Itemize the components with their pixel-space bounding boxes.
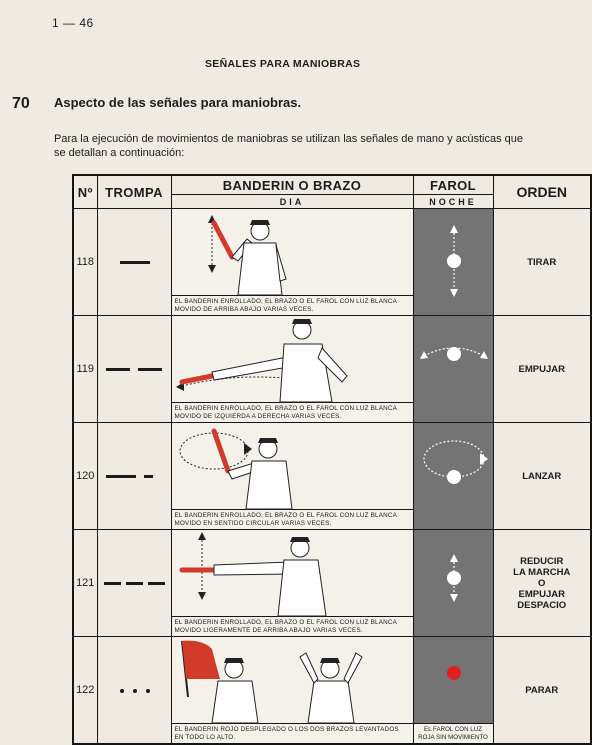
col-subheader-noche: NOCHE <box>413 195 493 209</box>
horn-signal-three-short <box>97 637 171 745</box>
col-header-banderin: BANDERIN O BRAZO <box>171 175 413 195</box>
night-signal-panel <box>413 423 493 530</box>
horn-signal-long-short <box>97 423 171 530</box>
page-number: 1 — 46 <box>52 16 94 30</box>
col-header-orden: ORDEN <box>493 175 591 209</box>
order-label: REDUCIR LA MARCHA O EMPUJAR DESPACIO <box>493 530 591 637</box>
horn-signal-two-long <box>97 316 171 423</box>
lamp-light <box>447 470 461 484</box>
table-row <box>73 423 591 510</box>
lamp-light <box>447 347 461 361</box>
day-signal-illustration <box>171 209 413 296</box>
lamp-white-circular <box>414 425 494 527</box>
col-subheader-dia: DIA <box>171 195 413 209</box>
signal-number: 119 <box>73 316 97 423</box>
lamp-red-steady <box>414 637 494 723</box>
order-label: EMPUJAR <box>493 316 591 423</box>
signal-figure-short-vertical <box>172 530 414 616</box>
col-header-trompa: TROMPA <box>97 175 171 209</box>
signal-figure-stop <box>172 637 414 723</box>
order-label: TIRAR <box>493 209 591 316</box>
signal-number: 122 <box>73 637 97 745</box>
order-label: LANZAR <box>493 423 591 530</box>
night-signal-panel <box>413 316 493 423</box>
signal-number: 120 <box>73 423 97 530</box>
signal-caption: EL BANDERIN ENROLLADO, EL BRAZO O EL FAROL CON LUZ BLANCA MOVIDO LIGERAMENTE DE ARRIBA ABAJO VARIAS VECES. <box>171 617 413 637</box>
lamp-light <box>447 571 461 585</box>
intro-paragraph: Para la ejecución de movimientos de maniobras se utilizan las señales de mano y acústicas que se detallan a continuación: <box>54 133 523 159</box>
signal-number: 121 <box>73 530 97 637</box>
red-flag-icon <box>182 641 220 679</box>
signal-caption: EL BANDERIN ENROLLADO, EL BRAZO O EL FAROL CON LUZ BLANCA MOVIDO EN SENTIDO CIRCULAR VARIAS VECES. <box>171 510 413 530</box>
signal-number: 118 <box>73 209 97 316</box>
signal-caption: EL BANDERIN ROJO DESPLEGADO O LOS DOS BRAZOS LEVANTADOS EN TODO LO ALTO. <box>171 724 413 745</box>
table-row <box>73 530 591 617</box>
lamp-light-red <box>447 666 461 680</box>
signal-figure-circular <box>172 423 414 509</box>
signal-caption: EL BANDERIN ENROLLADO, EL BRAZO O EL FAROL CON LUZ BLANCA MOVIDO DE IZQUIERDA A DERECHA VARIAS VECES. <box>171 403 413 423</box>
table-row <box>73 316 591 403</box>
section-number: 70 <box>12 95 30 112</box>
horn-signal-three-long <box>97 530 171 637</box>
night-signal-panel <box>413 637 493 724</box>
table-row <box>73 637 591 724</box>
night-signal-caption: EL FAROL CON LUZ ROJA SIN MOVIMIENTO <box>413 724 493 745</box>
lamp-white-vertical <box>414 211 494 313</box>
section-header: SEÑALES PARA MANIOBRAS <box>205 58 361 70</box>
day-signal-illustration <box>171 637 413 724</box>
lamp-white-horizontal <box>414 318 494 420</box>
signal-figure-vertical <box>172 209 414 295</box>
night-signal-panel <box>413 530 493 637</box>
night-signal-panel <box>413 209 493 316</box>
signals-table <box>72 174 592 745</box>
order-label: PARAR <box>493 637 591 745</box>
day-signal-illustration <box>171 423 413 510</box>
table-row <box>73 209 591 296</box>
lamp-white-short-vertical <box>414 532 494 634</box>
col-header-farol: FAROL <box>413 175 493 195</box>
horn-signal-long <box>97 209 171 316</box>
lamp-light <box>447 254 461 268</box>
section-title: Aspecto de las señales para maniobras. <box>54 95 302 110</box>
day-signal-illustration <box>171 530 413 617</box>
signal-caption: EL BANDERIN ENROLLADO, EL BRAZO O EL FAROL CON LUZ BLANCA MOVIDO DE ARRIBA ABAJO VARIAS VECES. <box>171 296 413 316</box>
signal-figure-horizontal <box>172 316 414 402</box>
col-header-num: Nº <box>73 175 97 209</box>
day-signal-illustration <box>171 316 413 403</box>
